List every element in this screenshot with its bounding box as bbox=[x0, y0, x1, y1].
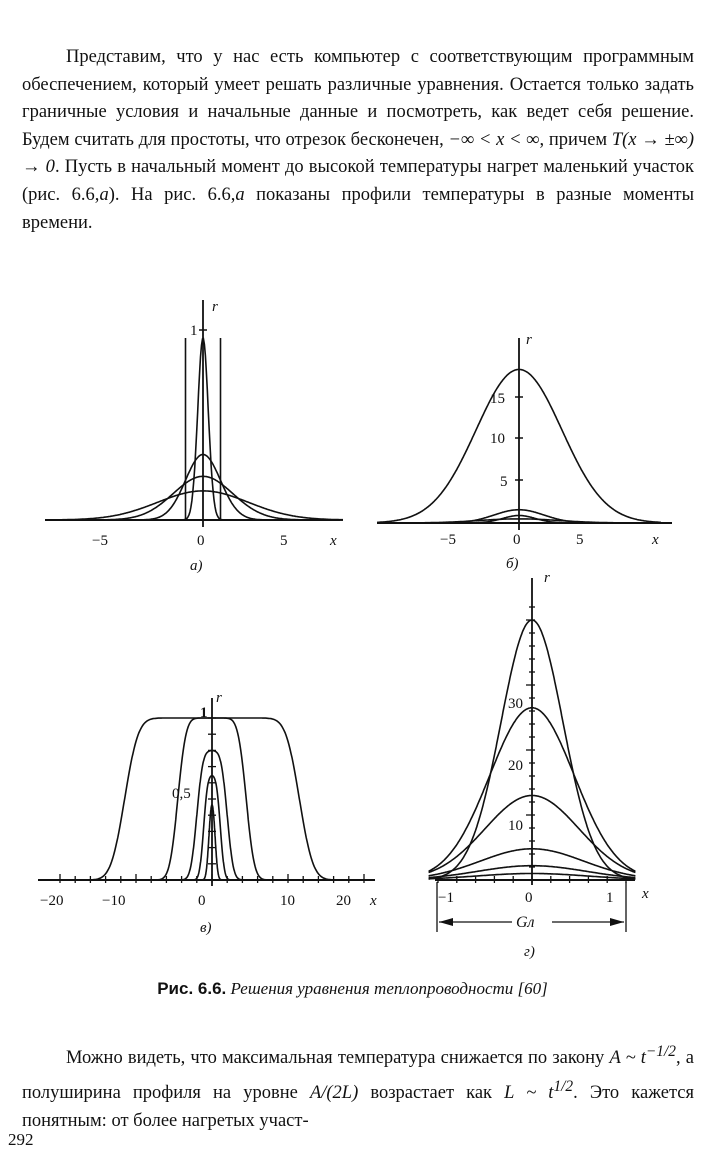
figure-title: Решения уравнения теплопроводности [60] bbox=[230, 979, 548, 998]
panel-v-xtick-4: 10 bbox=[280, 893, 295, 909]
panel-b bbox=[372, 330, 682, 575]
panel-v-ytick-1: 0,5 bbox=[172, 786, 191, 802]
panel-v-ytick-2: 1 bbox=[200, 705, 208, 721]
panel-a-ytick-1: 1 bbox=[190, 323, 198, 339]
panel-b-ytick-2: 10 bbox=[490, 431, 505, 447]
math-infinite-interval: −∞ < x < ∞ bbox=[448, 129, 540, 150]
panel-g-xtick-2: 0 bbox=[525, 890, 533, 906]
figure-caption bbox=[0, 979, 705, 999]
figure-number: Рис. 6.6. bbox=[157, 979, 227, 998]
panel-b-xtick-3: 5 bbox=[576, 532, 584, 548]
panel-a-curve-3 bbox=[54, 476, 343, 520]
panel-a-xtick-1: −5 bbox=[92, 533, 108, 549]
panel-g-ytick-1: 10 bbox=[508, 818, 523, 834]
panel-b-ytick-3: 15 bbox=[490, 391, 505, 407]
panel-v-xtick-1: −20 bbox=[40, 893, 64, 909]
panel-g-xtick-3: 1 bbox=[606, 890, 614, 906]
panel-a-xtick-3: 5 bbox=[280, 533, 288, 549]
panel-b-xtick-1: −5 bbox=[440, 532, 456, 548]
panel-a-ylabel: r bbox=[212, 299, 218, 315]
panel-v-ylabel: r bbox=[216, 690, 222, 706]
panel-a-curve-1 bbox=[54, 339, 343, 520]
panel-a-curves bbox=[54, 338, 343, 520]
panel-b-xtick-2: 0 bbox=[513, 532, 521, 548]
panel-v-xtick-3: 0 bbox=[198, 893, 206, 909]
panel-v-xtick-5: 20 bbox=[336, 893, 351, 909]
panel-b-xlabel: x bbox=[652, 532, 659, 548]
page-number: 292 bbox=[8, 1130, 34, 1149]
panel-g-xtick-1: −1 bbox=[438, 890, 454, 906]
panel-a-xlabel: x bbox=[330, 533, 337, 549]
panel-g bbox=[420, 570, 685, 965]
panel-a-xtick-2: 0 bbox=[197, 533, 205, 549]
panel-b-ylabel: r bbox=[526, 332, 532, 348]
panel-b-ytick-1: 5 bbox=[500, 474, 508, 490]
paragraph-1: Представим, что у нас есть компьютер с соответствующим программным обеспечением, который умеет решать различные уравнения. Остается только задать граничные условия и начальные данные и посмотреть, как ведет себя решение. Будем считать для простоты, что отрезок бесконечен, −∞ < x < ∞, причем T(x → ±∞) → 0. Пусть в начальный момент до высокой температуры нагрет маленький участок (рис. 6.6,а). На рис. 6.6,а показаны профили температуры в разные моменты времени. bbox=[22, 47, 695, 233]
panel-a-curve-4 bbox=[54, 491, 343, 520]
panel-g-ytick-3: 30 bbox=[508, 696, 523, 712]
panel-g-ytick-2: 20 bbox=[508, 758, 523, 774]
panel-a-letter: а) bbox=[190, 558, 203, 574]
math-boundary-condition: T(x → ±∞) → 0 bbox=[22, 129, 695, 178]
panel-a bbox=[40, 295, 360, 580]
panel-g-dimension-label: Gл bbox=[516, 914, 535, 931]
panel-g-letter: г) bbox=[524, 944, 535, 960]
panel-g-xlabel: x bbox=[642, 886, 649, 902]
panel-v bbox=[30, 690, 390, 940]
panel-a-curve-2 bbox=[54, 455, 343, 521]
panel-v-letter: в) bbox=[200, 920, 212, 936]
panel-v-xlabel: x bbox=[370, 893, 377, 909]
panel-g-ylabel: r bbox=[544, 570, 550, 586]
paragraph-2: Можно видеть, что максимальная температура снижается по закону A ~ $t^{-1/2}$, а полуширина профиля на уровне A/(2L) возрастает как L ~ $t^{1/2}$. Это кажется понятным: от более нагретых участ- bbox=[22, 1043, 694, 1131]
panel-b-letter: б) bbox=[506, 556, 519, 572]
panel-v-xtick-2: −10 bbox=[102, 893, 126, 909]
